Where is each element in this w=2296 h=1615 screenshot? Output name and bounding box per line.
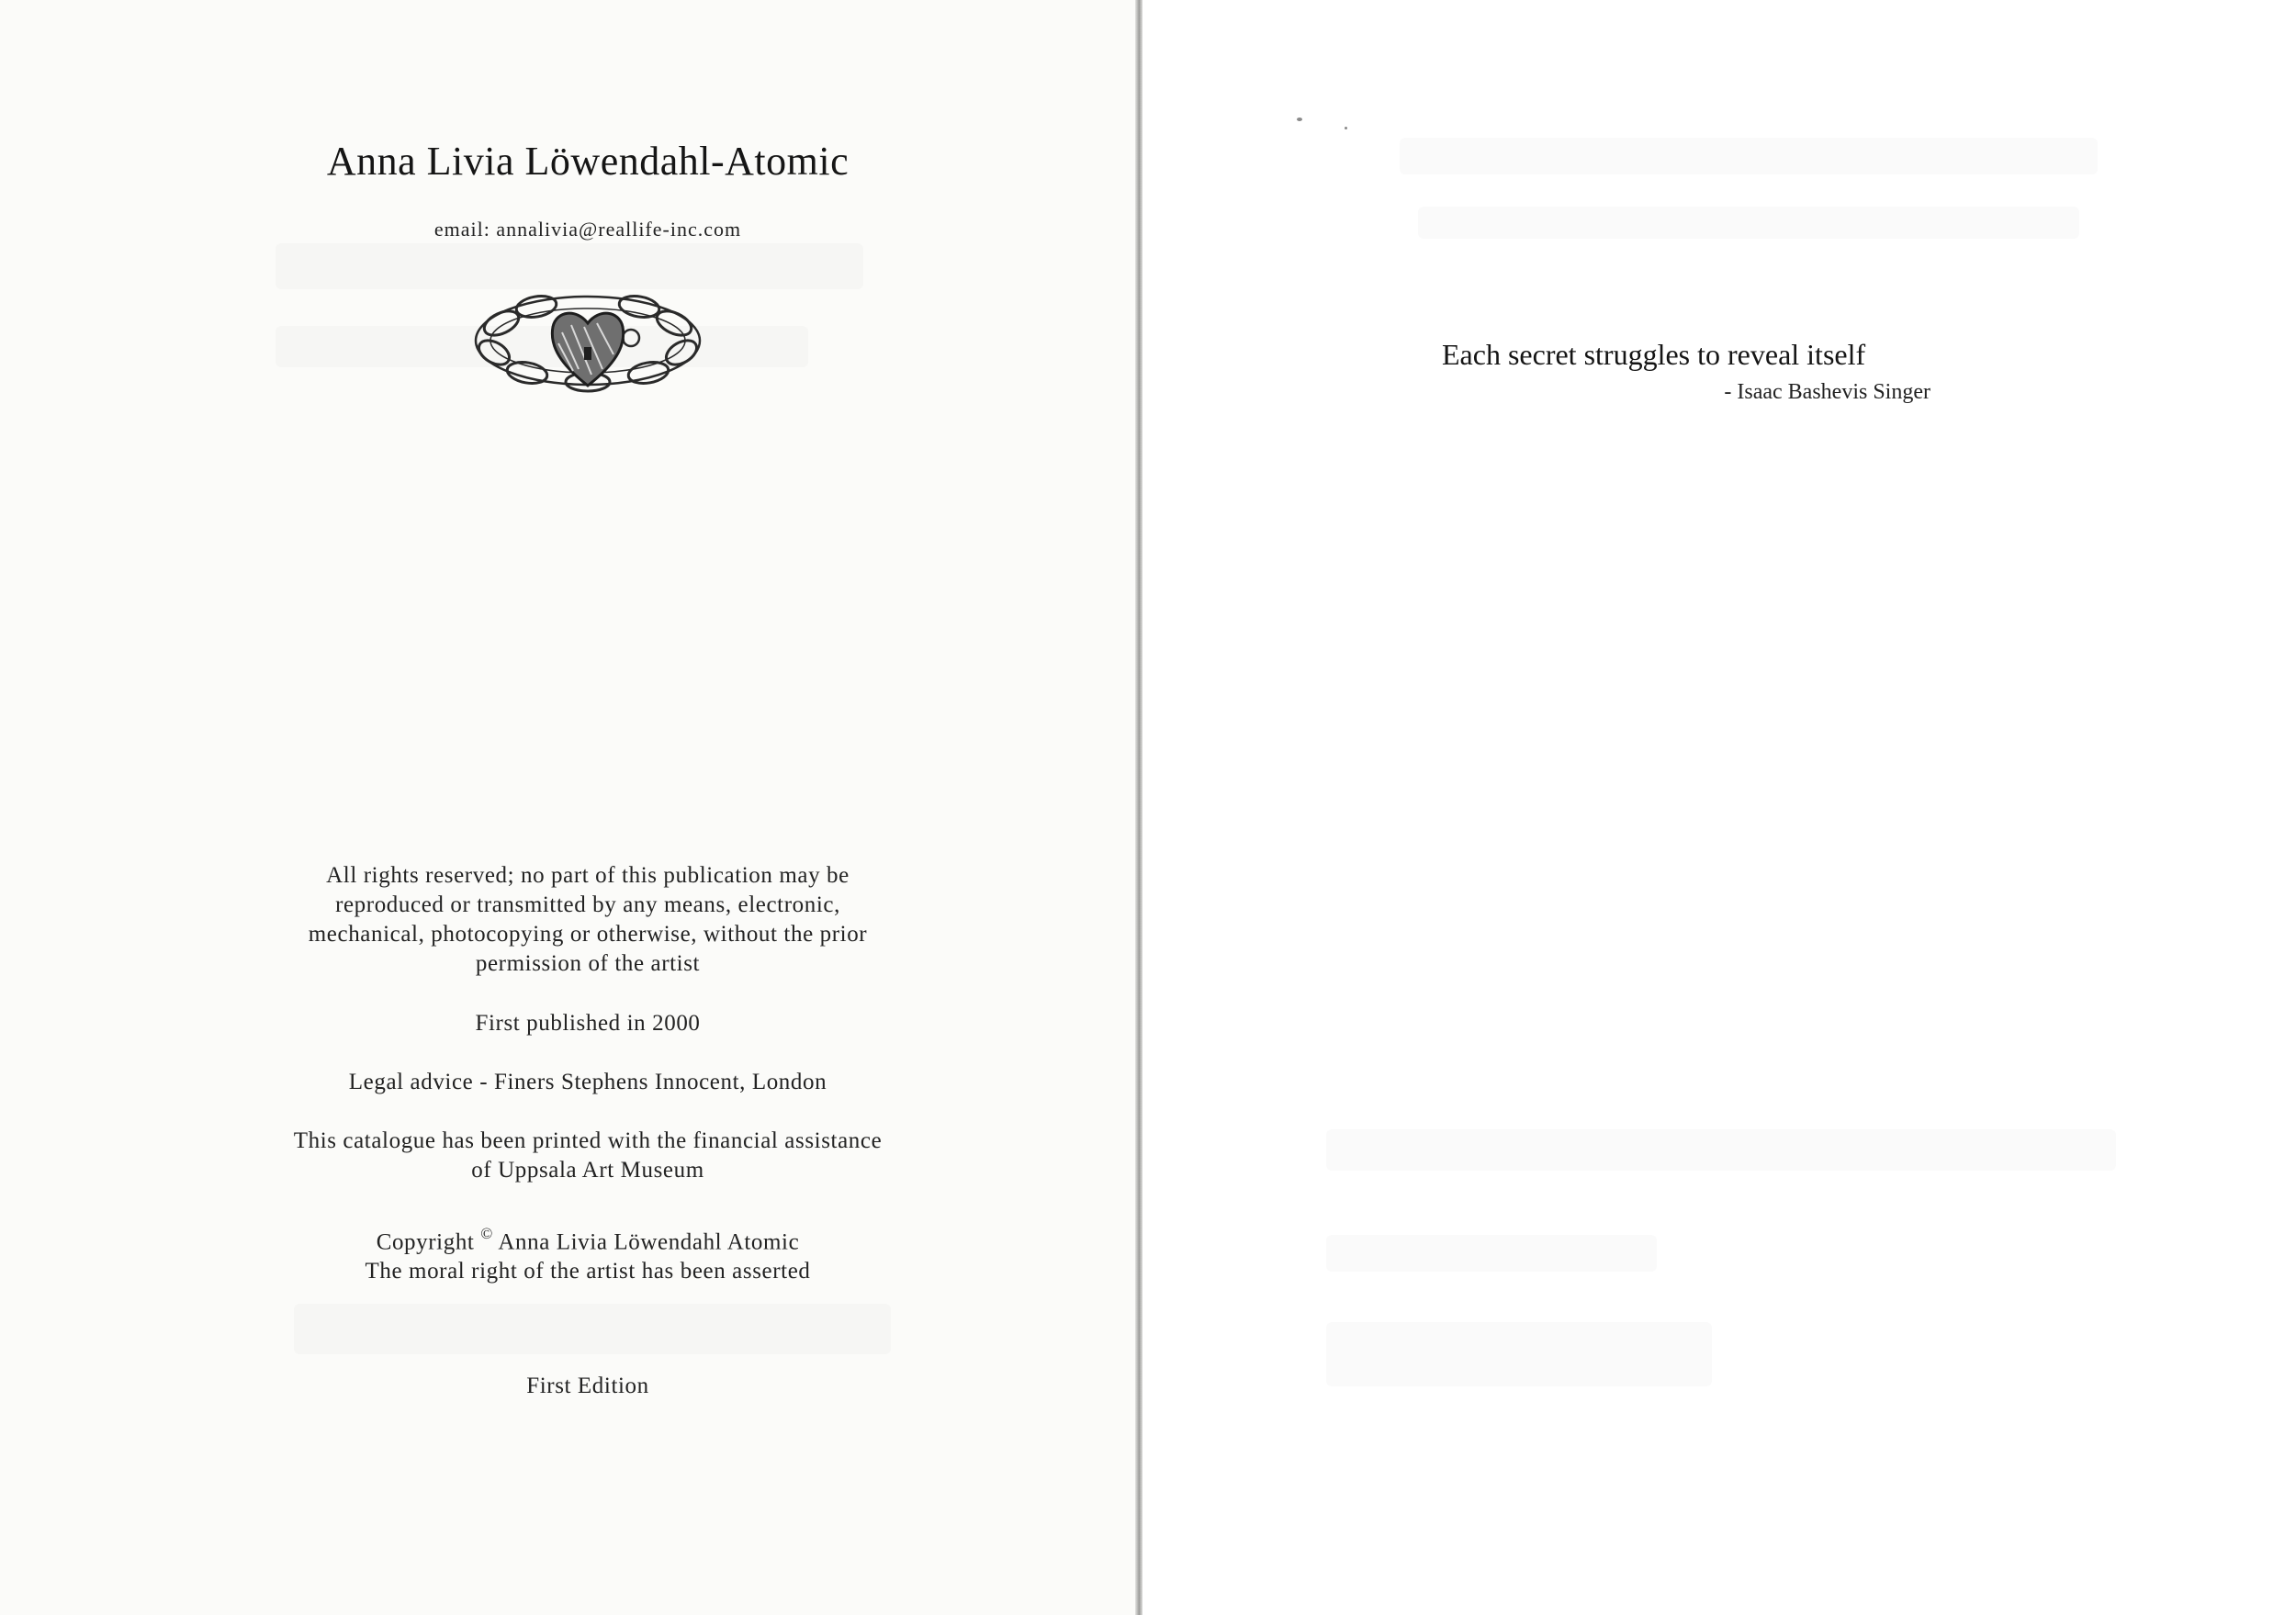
epigraph-attribution: - Isaac Bashevis Singer xyxy=(1724,380,1930,404)
rights-line-2: reproduced or transmitted by any means, electronic, xyxy=(335,892,840,917)
show-through-right-1 xyxy=(1400,138,2098,174)
show-through-left-1 xyxy=(276,243,863,289)
email-line: email: annalivia@reallife-inc.com xyxy=(433,218,742,241)
copyright-holder: Anna Livia Löwendahl Atomic xyxy=(498,1229,800,1255)
edition-label: First Edition xyxy=(526,1374,649,1398)
author-name: Anna Livia Löwendahl-Atomic xyxy=(326,139,850,184)
rights-line-1: All rights reserved; no part of this publication may be xyxy=(326,863,850,888)
rights-line-4: permission of the artist xyxy=(475,951,701,976)
financial-assistance xyxy=(211,1127,964,1185)
copyright-line xyxy=(211,1221,964,1257)
copyright-prefix: Copyright xyxy=(376,1229,475,1255)
epigraph-quote: Each secret struggles to reveal itself xyxy=(1442,338,1866,371)
assistance-line-1: This catalogue has been printed with the financial assistance xyxy=(293,1128,883,1153)
moral-right-line: The moral right of the artist has been asserted xyxy=(365,1259,811,1284)
copyright-notice xyxy=(211,1221,964,1286)
legal-advice: Legal advice - Finers Stephens Innocent, London xyxy=(348,1070,827,1094)
left-page xyxy=(0,0,1137,1615)
assistance-line-2: of Uppsala Art Museum xyxy=(471,1158,704,1183)
show-through-right-4 xyxy=(1326,1235,1657,1272)
paper-speck xyxy=(1297,118,1302,121)
show-through-right-3 xyxy=(1326,1129,2116,1171)
copyright-symbol: © xyxy=(480,1225,493,1242)
show-through-left-3 xyxy=(294,1304,891,1354)
rights-line-3: mechanical, photocopying or otherwise, without the prior xyxy=(308,922,868,947)
show-through-right-5 xyxy=(1326,1322,1712,1386)
chain-heart-padlock-icon xyxy=(470,286,705,395)
rights-notice xyxy=(211,861,964,979)
right-page xyxy=(1142,0,2296,1615)
paper-speck xyxy=(1345,127,1347,129)
first-published: First published in 2000 xyxy=(475,1011,701,1036)
show-through-right-2 xyxy=(1418,207,2079,239)
